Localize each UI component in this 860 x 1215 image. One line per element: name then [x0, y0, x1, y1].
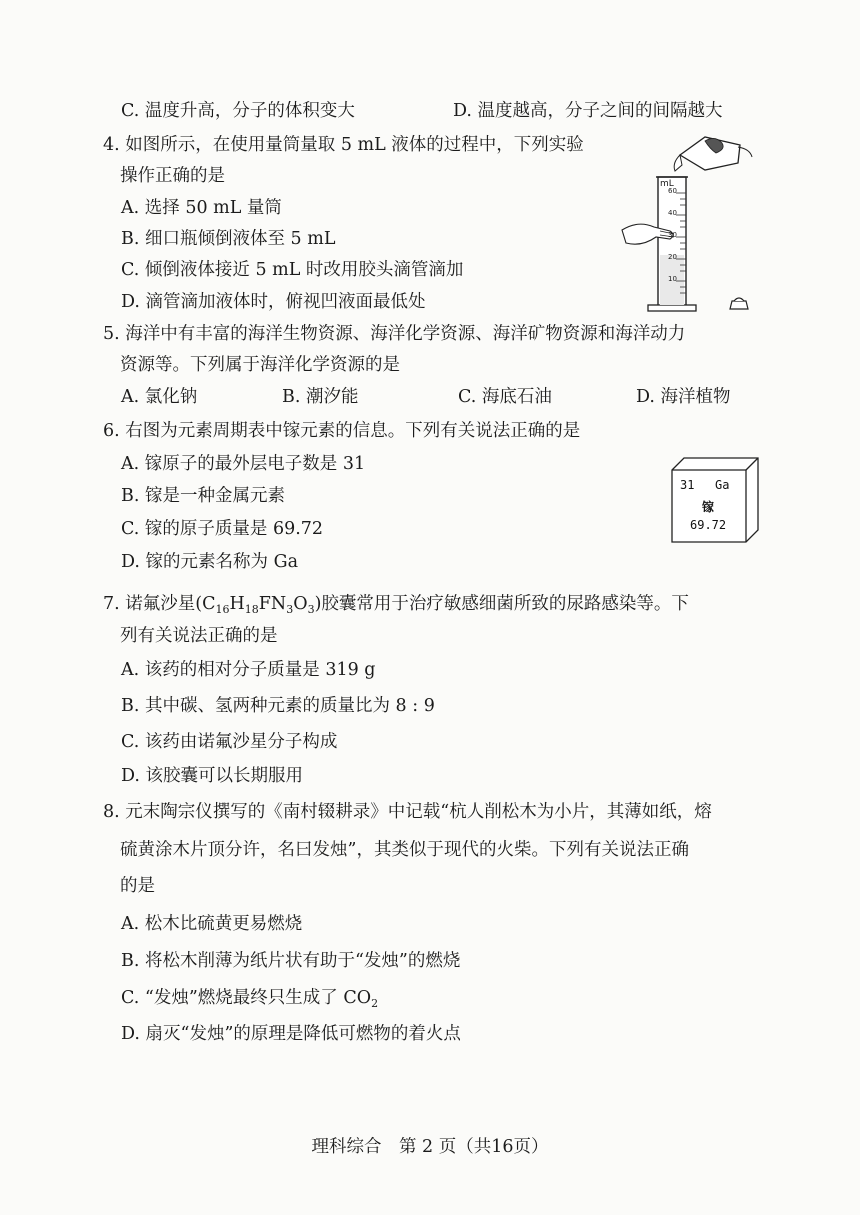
graduated-cylinder-figure [620, 135, 760, 315]
formula-h: H [229, 594, 245, 614]
formula-o: O [293, 594, 308, 614]
q3-option-d: D. 温度越高，分子之间的间隔越大 [453, 101, 723, 121]
cylinder-tick-30: 30 [668, 231, 677, 239]
cylinder-tick-20: 20 [668, 253, 677, 261]
q6-option-c: C. 镓的原子质量是 69.72 [121, 519, 324, 539]
q8-stem-line1: 8. 元末陶宗仪撰写的《南村辍耕录》中记载“杭人削松木为小片，其薄如纸，熔 [103, 802, 712, 822]
element-atomic-number: 31 [680, 478, 695, 492]
q6-stem: 6. 右图为元素周期表中镓元素的信息。下列有关说法正确的是 [103, 421, 581, 441]
q4-stem-line2: 操作正确的是 [120, 166, 225, 186]
cylinder-unit-label: mL [660, 179, 674, 189]
formula-h-subscript: 18 [244, 603, 259, 616]
formula-o-subscript: 3 [307, 603, 315, 616]
q8-option-a: A. 松木比硫黄更易燃烧 [121, 914, 303, 934]
q3-option-c: C. 温度升高，分子的体积变大 [121, 101, 355, 121]
q7-option-d: D. 该胶囊可以长期服用 [121, 766, 304, 786]
q5-option-d: D. 海洋植物 [636, 387, 731, 407]
formula-fn: FN [258, 594, 287, 614]
formula-c-subscript: 16 [215, 603, 230, 616]
q4-option-c: C. 倾倒液体接近 5 mL 时改用胶头滴管滴加 [121, 260, 464, 280]
q7-option-b: B. 其中碳、氢两种元素的质量比为 8 : 9 [121, 696, 435, 716]
page-footer: 理科综合 第 2 页（共16页） [311, 1137, 549, 1157]
cylinder-tick-40: 40 [668, 209, 677, 217]
element-symbol: Ga [715, 478, 730, 492]
cylinder-tick-60: 60 [668, 187, 677, 195]
element-name: 镓 [702, 500, 715, 514]
q7-stem-line2: 列有关说法正确的是 [120, 626, 278, 646]
q4-option-d: D. 滴管滴加液体时，俯视凹液面最低处 [121, 292, 426, 312]
q6-option-a: A. 镓原子的最外层电子数是 31 [121, 454, 366, 474]
co2-subscript: 2 [371, 997, 379, 1010]
q8-option-b: B. 将松木削薄为纸片状有助于“发烛”的燃烧 [121, 951, 461, 971]
cylinder-tick-10: 10 [668, 275, 677, 283]
q8-option-c-text: C. “发烛”燃烧最终只生成了 CO [121, 988, 372, 1008]
q7-stem-prefix: 7. 诺氟沙星( [103, 594, 203, 614]
q7-stem-line1 [103, 592, 689, 616]
q6-option-d: D. 镓的元素名称为 Ga [121, 552, 299, 572]
periodic-element-tile [670, 456, 760, 544]
element-atomic-mass: 69.72 [690, 518, 727, 532]
q4-option-a: A. 选择 50 mL 量筒 [121, 198, 282, 218]
q7-stem-suffix: )胶囊常用于治疗敏感细菌所致的尿路感染等。下 [314, 594, 689, 614]
q5-option-a: A. 氯化钠 [121, 387, 198, 407]
q5-stem-line2: 资源等。下列属于海洋化学资源的是 [120, 355, 400, 375]
q8-stem-line2: 硫黄涂木片顶分许，名曰发烛”，其类似于现代的火柴。下列有关说法正确 [120, 840, 689, 860]
q8-option-c [121, 986, 378, 1010]
formula-c: C [202, 594, 216, 614]
q7-option-c: C. 该药由诺氟沙星分子构成 [121, 732, 338, 752]
q4-option-b: B. 细口瓶倾倒液体至 5 mL [121, 229, 336, 249]
formula-n-subscript: 3 [286, 603, 294, 616]
q6-option-b: B. 镓是一种金属元素 [121, 486, 285, 506]
q8-stem-line3: 的是 [120, 876, 155, 896]
q5-option-b: B. 潮汐能 [282, 387, 359, 407]
q7-option-a: A. 该药的相对分子质量是 319 g [121, 660, 376, 680]
q8-option-d: D. 扇灭“发烛”的原理是降低可燃物的着火点 [121, 1024, 461, 1044]
q4-stem-line1: 4. 如图所示，在使用量筒量取 5 mL 液体的过程中，下列实验 [103, 135, 584, 155]
q5-stem-line1: 5. 海洋中有丰富的海洋生物资源、海洋化学资源、海洋矿物资源和海洋动力 [103, 324, 686, 344]
q5-option-c: C. 海底石油 [458, 387, 552, 407]
